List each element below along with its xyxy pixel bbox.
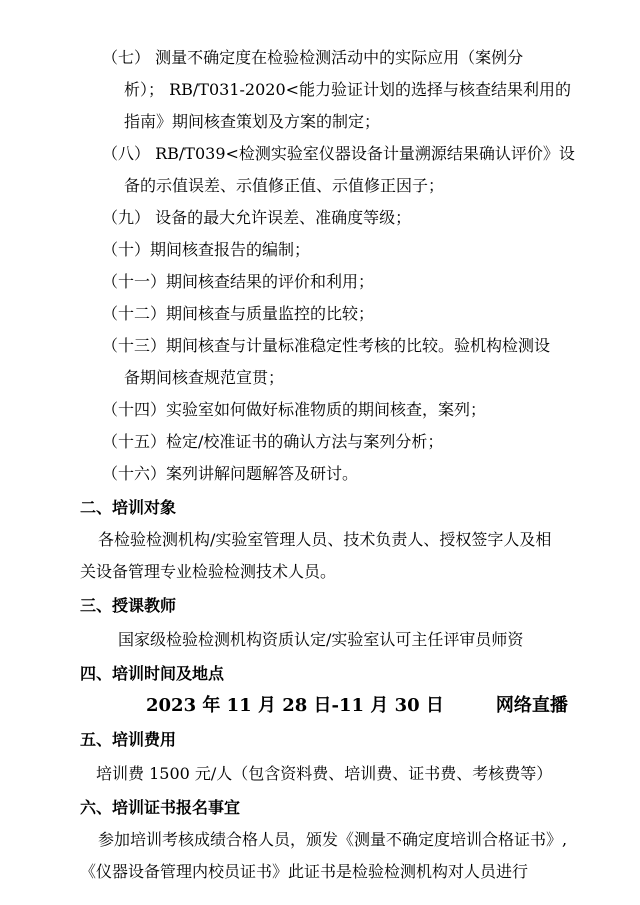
item-8-line2: 备的示值误差、示值修正值、示值修正因子；	[124, 176, 445, 195]
item-13-line2: 备期间核查规范宣贯；	[124, 368, 285, 387]
item-12: （十二）期间核查与质量监控的比较；	[102, 304, 375, 323]
item-16: （十六）案列讲解问题解答及研讨。	[102, 464, 359, 483]
item-13-line1: （十三）期间核查与计量标准稳定性考核的比较。验机构检测设	[102, 336, 551, 355]
section-heading-certificate: 六、培训证书报名事宜	[80, 798, 241, 817]
section-heading-fee: 五、培训费用	[80, 730, 177, 749]
targets-line2: 关设备管理专业检验检测技术人员。	[80, 562, 337, 581]
fee-text: 培训费 1500 元/人（包含资料费、培训费、证书费、考核费等）	[96, 764, 553, 783]
section-heading-teachers: 三、授课教师	[80, 596, 177, 615]
item-15: （十五）检定/校准证书的确认方法与案列分析；	[102, 432, 444, 451]
certificate-line2: 《仪器设备管理内校员证书》此证书是检验检测机构对人员进行	[80, 862, 529, 881]
item-10: （十）期间核查报告的编制；	[102, 240, 311, 259]
targets-line1: 各检验检测机构/实验室管理人员、技术负责人、授权签字人及相	[98, 530, 552, 549]
training-date: 2023 年 11 月 28 日-11 月 30 日	[146, 695, 444, 716]
section-heading-targets: 二、培训对象	[80, 498, 177, 517]
item-8-line1: （八） RB/T039<检测实验室仪器设备计量溯源结果确认评价》设	[102, 144, 575, 163]
item-7-line2: 析）； RB/T031-2020<能力验证计划的选择与核查结果利用的	[124, 80, 572, 99]
certificate-line1: 参加培训考核成绩合格人员，颁发《测量不确定度培训合格证书》,	[98, 830, 568, 849]
section-heading-time-place: 四、培训时间及地点	[80, 664, 225, 683]
item-7-line1: （七） 测量不确定度在检验检测活动中的实际应用（案例分	[102, 48, 524, 67]
item-7-line3: 指南》期间核查策划及方案的制定；	[124, 112, 381, 131]
training-location: 网络直播	[495, 695, 568, 716]
teachers-text: 国家级检验检测机构资质认定/实验室认可主任评审员师资	[118, 630, 524, 649]
item-11: （十一）期间核查结果的评价和利用；	[102, 272, 375, 291]
item-9: （九） 设备的最大允许误差、准确度等级；	[102, 208, 412, 227]
time-place-line	[146, 696, 568, 716]
item-14: （十四）实验室如何做好标准物质的期间核查，案列；	[102, 400, 487, 419]
